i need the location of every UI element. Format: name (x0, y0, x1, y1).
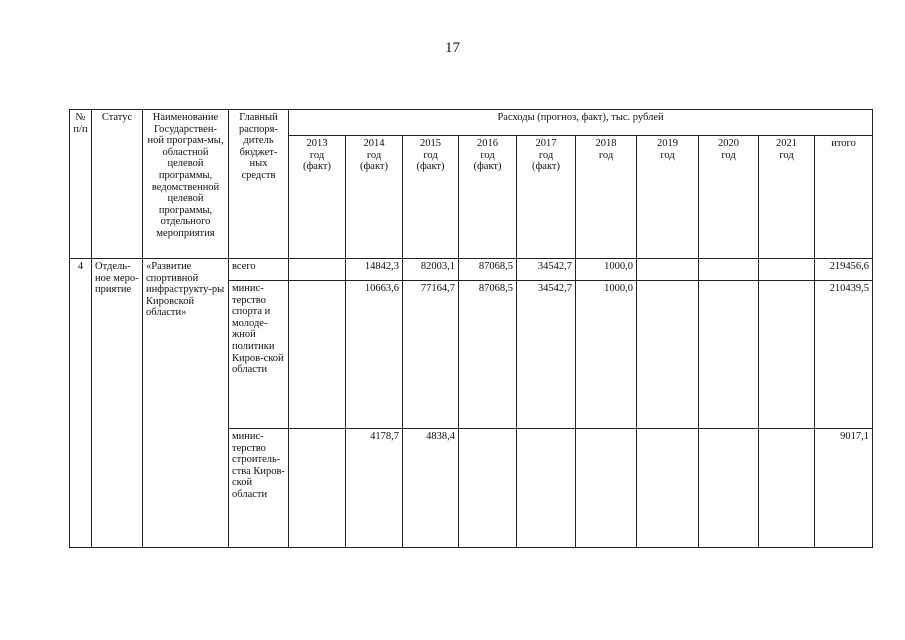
value-2013 (289, 281, 346, 429)
row-admin: всего (229, 259, 289, 281)
value-2021 (759, 259, 815, 281)
header-total: итого (815, 136, 873, 259)
value-2016: 87068,5 (459, 281, 517, 429)
year-label: 2017 (535, 138, 557, 149)
year-label: 2018 (595, 138, 617, 149)
table-row-total (70, 259, 873, 281)
year-unit: год (366, 149, 382, 161)
value-2018: 1000,0 (576, 281, 637, 429)
value-total: 219456,6 (815, 259, 873, 281)
value-2015: 77164,7 (403, 281, 459, 429)
header-year-2020 (699, 136, 759, 259)
year-unit: год (779, 149, 794, 161)
year-label: 2016 (477, 138, 498, 149)
value-2015: 4838,4 (403, 429, 459, 548)
header-program-name: Наименование Государствен-ной програм-мы, областной целевой программы, ведомственной целевой программы, отдельного мероприятия (143, 110, 229, 259)
value-2018 (576, 429, 637, 548)
value-2014: 14842,3 (346, 259, 403, 281)
value-2021 (759, 429, 815, 548)
value-2014: 10663,6 (346, 281, 403, 429)
header-year-2017 (517, 136, 576, 259)
year-kind: (факт) (416, 161, 445, 173)
row-admin: минис-терство спорта и молоде-жной политики Киров-ской области (229, 281, 289, 429)
header-year-2016 (459, 136, 517, 259)
year-unit: год (660, 149, 675, 161)
header-year-2013 (289, 136, 346, 259)
header-num: № п/п (70, 110, 92, 259)
value-2015: 82003,1 (403, 259, 459, 281)
header-year-2014 (346, 136, 403, 259)
value-2018: 1000,0 (576, 259, 637, 281)
value-total: 210439,5 (815, 281, 873, 429)
value-2016: 87068,5 (459, 259, 517, 281)
value-2021 (759, 281, 815, 429)
budget-table (69, 109, 873, 548)
year-unit: год (480, 149, 495, 161)
year-label: 2021 (776, 138, 797, 149)
value-2020 (699, 259, 759, 281)
year-label: 2013 (306, 138, 328, 149)
header-year-2019 (637, 136, 699, 259)
year-kind: (факт) (302, 161, 331, 173)
year-label: 2019 (657, 138, 678, 149)
year-unit: год (309, 149, 325, 161)
value-2014: 4178,7 (346, 429, 403, 548)
row-admin: минис-терство строитель-ства Киров-ской области (229, 429, 289, 548)
header-budget-admin: Главный распоря-дитель бюджет-ных средств (229, 110, 289, 259)
value-2013 (289, 259, 346, 281)
value-2020 (699, 281, 759, 429)
value-2017: 34542,7 (517, 281, 576, 429)
row-status: Отдель-ное меро-приятие (92, 259, 143, 548)
value-2019 (637, 259, 699, 281)
row-program-name: «Развитие спортивной инфраструкту-ры Кировской области» (143, 259, 229, 548)
value-2019 (637, 429, 699, 548)
value-2016 (459, 429, 517, 548)
year-unit: год (423, 149, 438, 161)
header-row-1 (70, 110, 873, 136)
header-status: Статус (92, 110, 143, 259)
year-kind: (факт) (473, 161, 502, 173)
page-number: 17 (445, 40, 460, 56)
value-2019 (637, 281, 699, 429)
value-2020 (699, 429, 759, 548)
year-kind: (факт) (531, 161, 560, 173)
year-label: 2020 (718, 138, 739, 149)
header-year-2018 (576, 136, 637, 259)
value-2017 (517, 429, 576, 548)
year-unit: год (538, 149, 554, 161)
year-label: 2014 (363, 138, 385, 149)
value-total: 9017,1 (815, 429, 873, 548)
year-label: 2015 (420, 138, 441, 149)
header-year-2021 (759, 136, 815, 259)
header-expenses: Расходы (прогноз, факт), тыс. рублей (289, 110, 873, 136)
year-unit: год (598, 149, 614, 161)
year-unit: год (721, 149, 736, 161)
value-2013 (289, 429, 346, 548)
row-num: 4 (70, 259, 92, 548)
header-year-2015 (403, 136, 459, 259)
year-kind: (факт) (359, 161, 388, 173)
value-2017: 34542,7 (517, 259, 576, 281)
